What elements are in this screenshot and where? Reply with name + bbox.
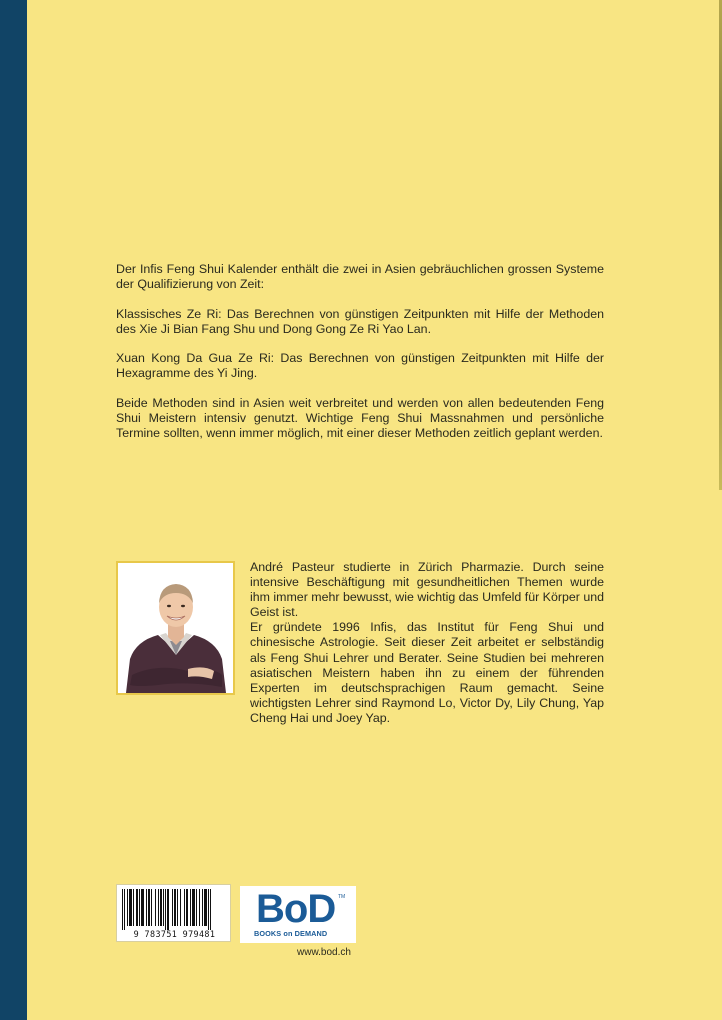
bio-paragraph: Er gründete 1996 Infis, das Institut für Feng Shui und chinesische Astrologie. Seit dieser Zeit arbeitet er selbständig als Feng Shui Lehrer und Berater. Seine Studien bei mehreren asiatischen Meistern haben ihn zu einem der führenden Experten im deutschsprachigen Raum gemacht. Seine wichtigsten Lehrer sind Raymond Lo, Victor Dy, Lily Chung, Yap Cheng Hai und Joey Yap. <box>250 620 604 725</box>
barcode-bars <box>121 889 228 930</box>
barcode-bar <box>192 889 195 926</box>
barcode-bar <box>180 889 181 926</box>
bio-paragraph: André Pasteur studierte in Zürich Pharmazie. Durch seine intensive Beschäftigung mit gesundheitlichen Themen wurde ihm immer mehr bewusst, wie wichtig das Umfeld für Körper und Geist ist. <box>250 560 604 620</box>
barcode-bar <box>204 889 207 926</box>
barcode-bar <box>151 889 152 926</box>
bod-logo-text: BoD <box>256 887 336 931</box>
barcode-bar <box>141 889 144 926</box>
description-paragraph: Der Infis Feng Shui Kalender enthält die zwei in Asien gebräuchlichen grossen Systeme der Qualifizierung von Zeit: <box>116 262 604 292</box>
isbn-number: 9 783751 979481 <box>133 929 216 939</box>
publisher-tagline: BOOKS on DEMAND <box>254 929 328 938</box>
barcode-bar <box>136 889 138 926</box>
barcode-bar <box>165 889 166 930</box>
barcode-bar <box>186 889 188 926</box>
barcode-bar <box>208 889 209 930</box>
barcode-bar <box>174 889 176 926</box>
barcode-bar <box>167 889 169 930</box>
barcode-bar <box>202 889 203 926</box>
trademark-mark: TM <box>338 894 346 900</box>
barcode-bar <box>172 889 173 926</box>
publisher-logo <box>240 886 356 943</box>
barcode-bar <box>184 889 185 926</box>
barcode-bar <box>177 889 178 926</box>
barcode-bar <box>199 889 200 926</box>
book-spine <box>0 0 27 1020</box>
barcode-bar <box>133 889 134 926</box>
barcode-bar <box>122 889 123 930</box>
barcode-bar <box>129 889 132 926</box>
barcode-bar <box>190 889 191 926</box>
author-photo <box>116 561 235 695</box>
barcode-bar <box>146 889 147 926</box>
isbn-barcode <box>116 884 231 942</box>
barcode-bar <box>124 889 125 930</box>
description-paragraph: Klassisches Ze Ri: Das Berechnen von günstigen Zeitpunkten mit Hilfe der Methoden des Xie Ji Bian Fang Shu und Dong Gong Ze Ri Yao Lan. <box>116 306 604 336</box>
author-bio <box>250 560 604 726</box>
barcode-bar <box>158 889 159 926</box>
book-description <box>116 262 604 456</box>
barcode-bar <box>163 889 164 926</box>
barcode-bar <box>155 889 156 926</box>
publisher-website: www.bod.ch <box>297 947 351 958</box>
author-portrait-illustration <box>118 563 233 693</box>
description-paragraph: Beide Methoden sind in Asien weit verbreitet und werden von allen bedeutenden Feng Shui Meistern intensiv genutzt. Wichtige Feng Shui Massnahmen und persönliche Termine sollten, wenn immer möglich, mit einer dieser Methoden zeitlich geplant werden. <box>116 396 604 441</box>
barcode-bar <box>160 889 162 926</box>
description-paragraph: Xuan Kong Da Gua Ze Ri: Das Berechnen von günstigen Zeitpunkten mit Hilfe der Hexagramme des Yi Jing. <box>116 351 604 381</box>
barcode-bar <box>196 889 197 926</box>
barcode-bar <box>139 889 140 926</box>
barcode-bar <box>148 889 150 926</box>
barcode-bar <box>127 889 128 926</box>
barcode-bar <box>210 889 211 930</box>
